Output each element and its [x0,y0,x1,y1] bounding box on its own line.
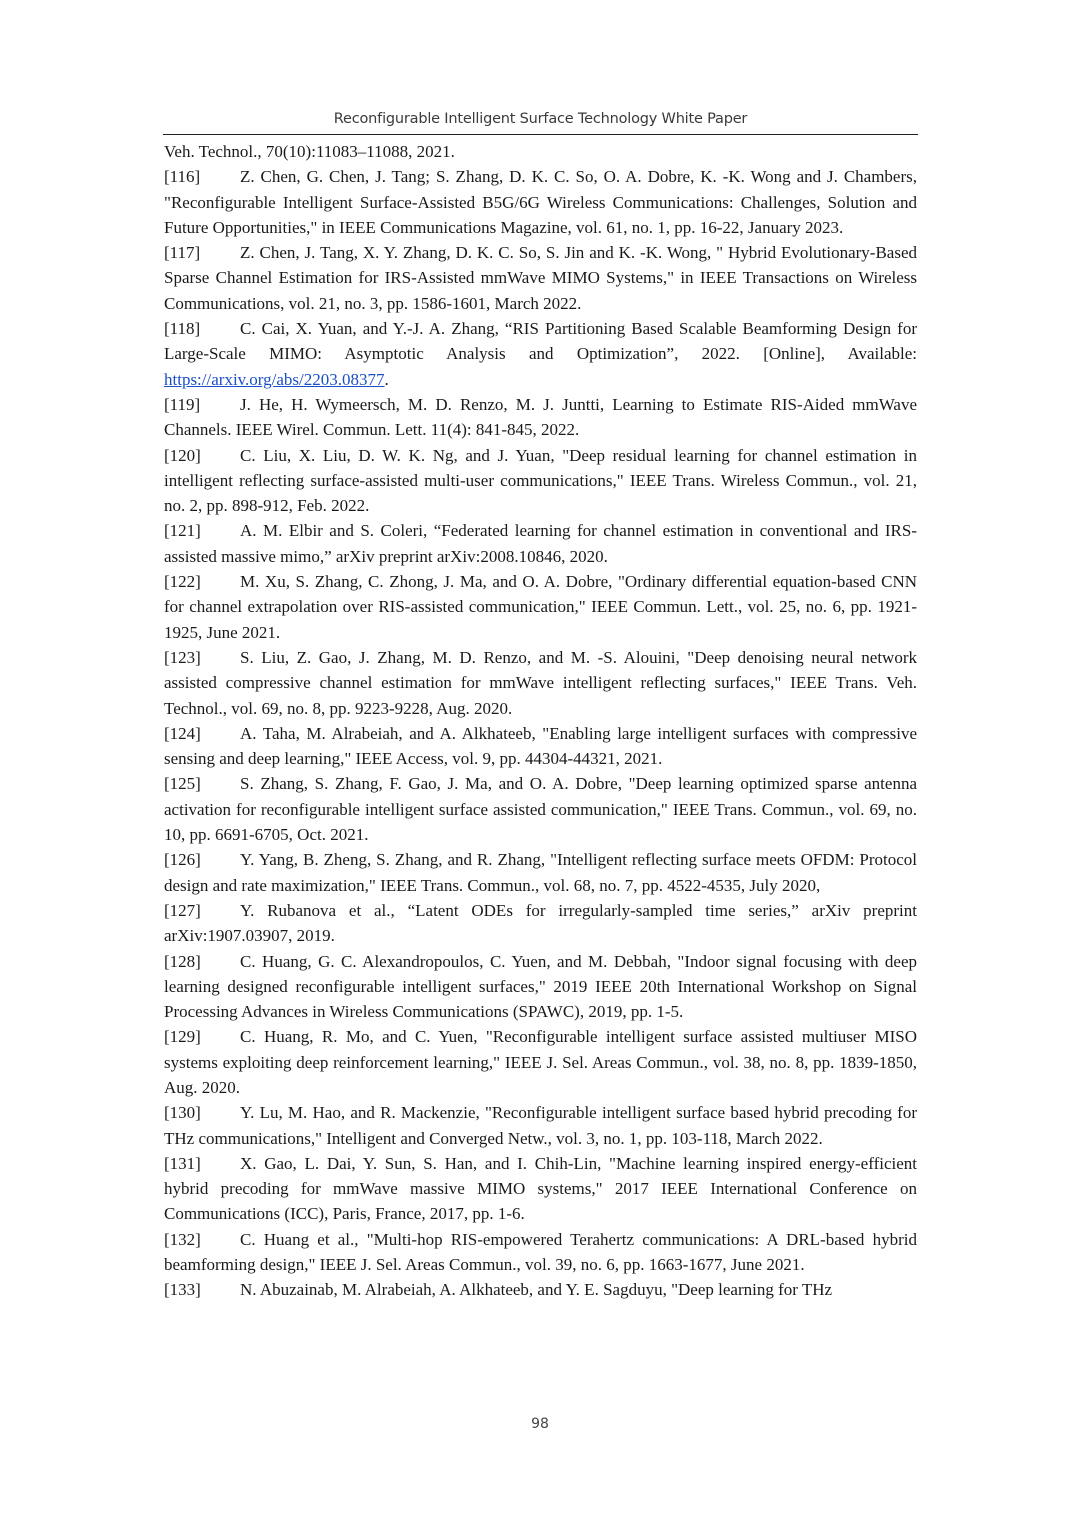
reference-number: [132] [164,1229,201,1249]
reference-text: Z. Chen, J. Tang, X. Y. Zhang, D. K. C. So, S. Jin and K. -K. Wong, " Hybrid Evolutionary-Based Sparse Channel Estimation for IRS-Assisted mmWave MIMO Systems," in IEEE Transactions on Wireless Communications, vol. 21, no. 3, pp. 1586-1601, March 2022. [164,243,917,313]
reference-number: [127] [164,900,201,920]
reference-entry [164,443,917,519]
reference-entry [164,1024,917,1100]
reference-text: A. Taha, M. Alrabeiah, and A. Alkhateeb, "Enabling large intelligent surfaces with compressive sensing and deep learning," IEEE Access, vol. 9, pp. 44304-44321, 2021. [164,723,917,769]
reference-entry [164,1277,917,1302]
reference-number: [119] [164,394,201,414]
reference-text: S. Zhang, S. Zhang, F. Gao, J. Ma, and O. A. Dobre, "Deep learning optimized sparse antenna activation for reconfigurable intelligent surface assisted communication," IEEE Trans. Commun., vol. 69, no. 10, pp. 6691-6705, Oct. 2021. [164,774,917,845]
reference-entry [164,164,917,240]
reference-text: N. Abuzainab, M. Alrabeiah, A. Alkhateeb, and Y. E. Sagduyu, "Deep learning for THz [240,1280,833,1300]
reference-entry [164,771,917,847]
reference-text: M. Xu, S. Zhang, C. Zhong, J. Ma, and O. A. Dobre, "Ordinary differential equation-based CNN for channel extrapolation over RIS-assisted communication," IEEE Commun. Lett., vol. 25, no. 6, pp. 1921-1925, June 2021. [164,572,917,642]
reference-number: [133] [164,1280,201,1300]
reference-list [164,139,917,1303]
reference-number: [131] [164,1153,201,1173]
reference-entry [164,1227,917,1278]
reference-text-tail: . [384,369,389,389]
reference-text: C. Huang, G. C. Alexandropoulos, C. Yuen, and M. Debbah, "Indoor signal focusing with deep learning designed reconfigurable intelligent surfaces," 2019 IEEE 20th International Workshop on Signal Processing Advances in Wireless Communications (SPAWC), 2019, pp. 1-5. [164,951,917,1022]
reference-entry [164,1151,917,1227]
references-container [164,164,917,1302]
reference-text: S. Liu, Z. Gao, J. Zhang, M. D. Renzo, and M. -S. Alouini, "Deep denoising neural network assisted compressive channel estimation for mmWave intelligent reflecting surfaces," IEEE Trans. Veh. Technol., vol. 69, no. 8, pp. 9223-9228, Aug. 2020. [164,647,917,718]
reference-entry [164,645,917,721]
reference-entry [164,898,917,949]
reference-number: [120] [164,445,201,465]
reference-number: [123] [164,647,201,667]
reference-text: A. M. Elbir and S. Coleri, “Federated learning for channel estimation in conventional and IRS-assisted massive mimo,” arXiv preprint arXiv:2008.10846, 2020. [164,521,917,566]
page-number: 98 [531,1416,549,1432]
continuation-text: Veh. Technol., 70(10):11083–11088, 2021. [164,142,455,161]
reference-text: Y. Rubanova et al., “Latent ODEs for irregularly-sampled time series,” arXiv preprint arXiv:1907.03907, 2019. [164,900,917,946]
reference-number: [117] [164,243,201,263]
reference-entry [164,518,917,569]
reference-text: C. Cai, X. Yuan, and Y.-J. A. Zhang, “RIS Partitioning Based Scalable Beamforming Design for Large-Scale MIMO: Asymptotic Analysis and Optimization”, 2022. [Online], Available: [164,319,917,364]
reference-text: Y. Yang, B. Zheng, S. Zhang, and R. Zhang, "Intelligent reflecting surface meets OFDM: Protocol design and rate maximization," IEEE Trans. Commun., vol. 68, no. 7, pp. 4522-4535, July 2020, [164,850,917,895]
reference-text: Y. Lu, M. Hao, and R. Mackenzie, "Reconfigurable intelligent surface based hybrid precoding for THz communications," Intelligent and Converged Netw., vol. 3, no. 1, pp. 103-118, March 2022. [164,1103,917,1148]
reference-text: C. Liu, X. Liu, D. W. K. Ng, and J. Yuan, "Deep residual learning for channel estimation in intelligent reflecting surface-assisted multi-user communications," IEEE Trans. Wireless Commun., vol. 21, no. 2, pp. 898-912, Feb. 2022. [164,445,917,516]
reference-number: [121] [164,521,201,541]
reference-number: [118] [164,319,201,339]
reference-text: X. Gao, L. Dai, Y. Sun, S. Han, and I. Chih-Lin, "Machine learning inspired energy-efficient hybrid precoding for mmWave massive MIMO systems," 2017 IEEE International Conference on Communications (ICC), Paris, France, 2017, pp. 1-6. [164,1153,917,1224]
reference-entry [164,949,917,1025]
reference-entry [164,392,917,443]
reference-number: [130] [164,1103,201,1123]
reference-text: J. He, H. Wymeersch, M. D. Renzo, M. J. Juntti, Learning to Estimate RIS-Aided mmWave Channels. IEEE Wirel. Commun. Lett. 11(4): 841-845, 2022. [164,394,917,440]
reference-entry [164,240,917,316]
reference-text: Z. Chen, G. Chen, J. Tang; S. Zhang, D. K. C. So, O. A. Dobre, K. -K. Wong and J. Chambers, "Reconfigurable Intelligent Surface-Assisted B5G/6G Wireless Communications: Challenges, Solution and Future Opportunities," in IEEE Communications Magazine, vol. 61, no. 1, pp. 16-22, January 2023. [164,167,917,237]
reference-number: [125] [164,774,201,794]
reference-number: [122] [164,572,201,592]
reference-number: [126] [164,850,201,870]
reference-number: [129] [164,1027,201,1047]
header-rule [163,134,918,135]
reference-text: C. Huang, R. Mo, and C. Yuen, "Reconfigurable intelligent surface assisted multiuser MISO systems exploiting deep reinforcement learning," IEEE J. Sel. Areas Commun., vol. 38, no. 8, pp. 1839-1850, Aug. 2020. [164,1027,917,1097]
reference-entry [164,316,917,392]
reference-number: [116] [164,167,201,187]
reference-number: [124] [164,723,201,743]
reference-text: C. Huang et al., "Multi-hop RIS-empowered Terahertz communications: A DRL-based hybrid beamforming design," IEEE J. Sel. Areas Commun., vol. 39, no. 6, pp. 1663-1677, June 2021. [164,1229,917,1275]
reference-entry [164,847,917,898]
reference-number: [128] [164,951,201,971]
reference-entry [164,721,917,772]
running-header: Reconfigurable Intelligent Surface Technology White Paper [333,111,748,127]
reference-entry [164,569,917,645]
reference-entry [164,1100,917,1151]
reference-link[interactable]: https://arxiv.org/abs/2203.08377 [164,369,385,389]
